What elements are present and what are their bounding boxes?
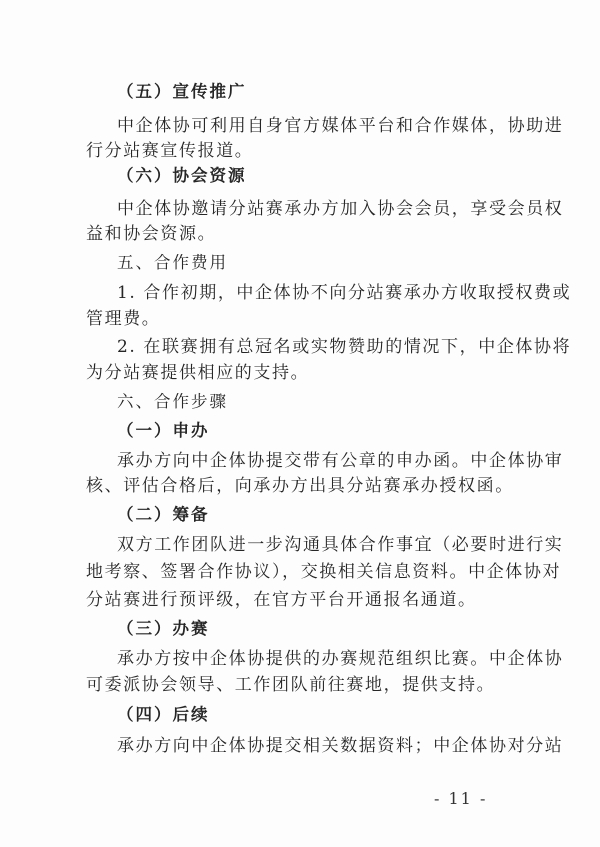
paragraph-line: 承办方按中企体协提供的办赛规范组织比赛。中企体协: [117, 649, 564, 669]
paragraph-line: 行分站赛宣传报道。: [86, 141, 254, 161]
paragraph-line: 核、评估合格后，向承办方出具分站赛承办授权函。: [86, 476, 514, 496]
paragraph-line: 地考察、签署合作协议），交换相关信息资料。中企体协对: [86, 562, 562, 582]
paragraph-line: 分站赛进行预评级，在官方平台开通报名通道。: [86, 590, 477, 610]
paragraph-line: 中企体协可利用自身官方媒体平台和合作媒体，协助进: [117, 116, 564, 136]
paragraph-line: 为分站赛提供相应的支持。: [86, 363, 310, 383]
page-number: - 11 -: [434, 789, 488, 808]
paragraph-line: 承办方向中企体协提交相关数据资料；中企体协对分站: [117, 736, 564, 756]
section-heading-preparation: （二）筹备: [117, 505, 210, 524]
paragraph-line: 1. 合作初期，中企体协不向分站赛承办方收取授权费或: [117, 283, 572, 303]
paragraph-line: 管理费。: [86, 309, 161, 329]
section-heading-cooperation-fees: 五、合作费用: [117, 253, 228, 272]
section-heading-application: （一）申办: [117, 421, 210, 440]
paragraph-line: 益和协会资源。: [86, 224, 217, 244]
paragraph-line: 2. 在联赛拥有总冠名或实物赞助的情况下，中企体协将: [117, 337, 572, 357]
section-heading-publicity: （五）宣传推广: [117, 82, 247, 101]
paragraph-line: 可委派协会领导、工作团队前往赛地，提供支持。: [86, 675, 496, 695]
paragraph-line: 中企体协邀请分站赛承办方加入协会会员，享受会员权: [117, 199, 564, 219]
section-heading-hosting: （三）办赛: [117, 619, 210, 638]
paragraph-line: 双方工作团队进一步沟通具体合作事宜（必要时进行实: [117, 535, 564, 555]
section-heading-association-resources: （六）协会资源: [117, 166, 247, 185]
paragraph-line: 承办方向中企体协提交带有公章的申办函。中企体协审: [117, 451, 564, 471]
section-heading-follow-up: （四）后续: [117, 705, 210, 724]
section-heading-cooperation-steps: 六、合作步骤: [117, 392, 228, 411]
